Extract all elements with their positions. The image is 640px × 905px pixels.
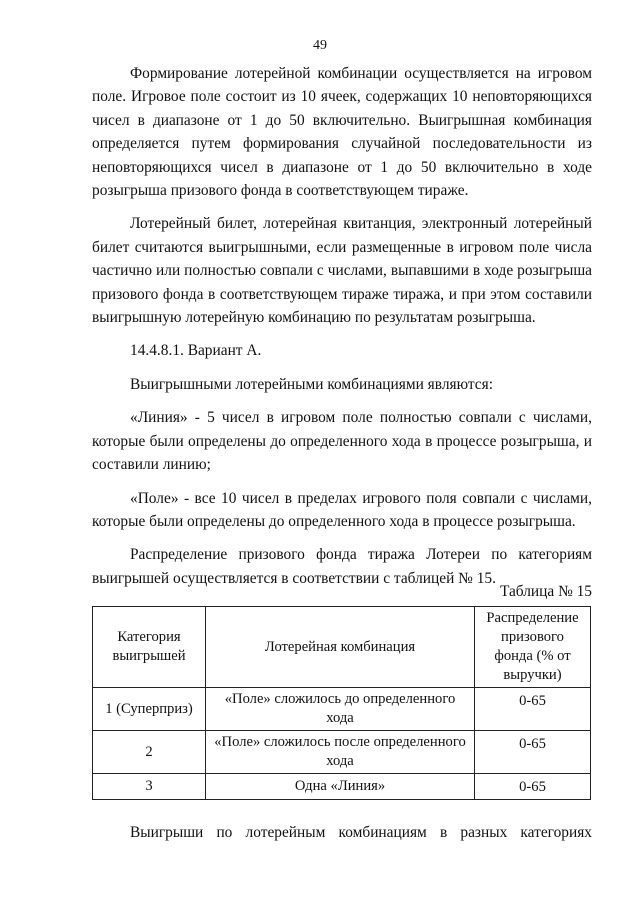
header-distribution: Распределение призового фонда (% от выручки) — [475, 607, 591, 688]
table-caption: Таблица № 15 — [499, 583, 592, 600]
cell-category: 1 (Суперприз) — [93, 688, 206, 731]
cell-distribution: 0-65 — [475, 731, 591, 774]
cell-distribution: 0-65 — [475, 774, 591, 800]
prize-distribution-table — [92, 606, 591, 800]
paragraph-variant-heading: 14.4.8.1. Вариант А. — [130, 342, 262, 360]
paragraph-winning-combinations: Выигрышными лотерейными комбинациями являются: — [130, 375, 493, 393]
header-category: Категория выигрышей — [93, 607, 206, 688]
cell-distribution: 0-65 — [475, 688, 591, 731]
paragraph-prize-distribution: Распределение призового фонда тиража Лотереи по категориям выигрышей осуществляется в соответствии с таблицей № 15. — [92, 546, 592, 587]
paragraph-combination-forming: Формирование лотерейной комбинации осуществляется на игровом поле. Игровое поле состоит из 10 ячеек, содержащих 10 неповторяющихся чисел в диапазоне от 1 до 50 включительно. Выигрышная комбинация определяется путем формирования случайной последовательности из неповторяющихся чисел в диапазоне от 1 до 50 включительно в ходе розыгрыша призового фонда в соответствующем тираже. — [92, 65, 592, 200]
page-number: 49 — [313, 38, 327, 53]
body-text — [92, 62, 592, 590]
table-row — [93, 688, 591, 731]
cell-category: 2 — [93, 731, 206, 774]
cell-combination: «Поле» сложилось до определенного хода — [206, 688, 475, 731]
cell-combination: «Поле» сложилось после определенного хода — [206, 731, 475, 774]
table-row — [93, 774, 591, 800]
paragraph-winnings-continued: Выигрыши по лотерейным комбинациям в разных категориях — [130, 824, 592, 841]
cell-category: 3 — [93, 774, 206, 800]
table-row — [93, 731, 591, 774]
paragraph-line-definition: «Линия» - 5 чисел в игровом поле полностью совпали с числами, которые были определены до определенного хода в процессе розыгрыша, и составили линию; — [92, 409, 592, 474]
table-header-row — [93, 607, 591, 688]
paragraph-winning-ticket: Лотерейный билет, лотерейная квитанция, электронный лотерейный билет считаются выигрышными, если размещенные в игровом поле числа частично или полностью совпали с числами, выпавшими в ходе розыгрыша призового фонда в соответствующем тираже тиража, и при этом составили выигрышную лотерейную комбинацию по результатам розыгрыша. — [92, 215, 592, 327]
cell-combination: Одна «Линия» — [206, 774, 475, 800]
paragraph-field-definition: «Поле» - все 10 чисел в пределах игрового поля совпали с числами, которые были определены до определенного хода в процессе розыгрыша. — [92, 489, 592, 530]
header-combination: Лотерейная комбинация — [206, 607, 475, 688]
